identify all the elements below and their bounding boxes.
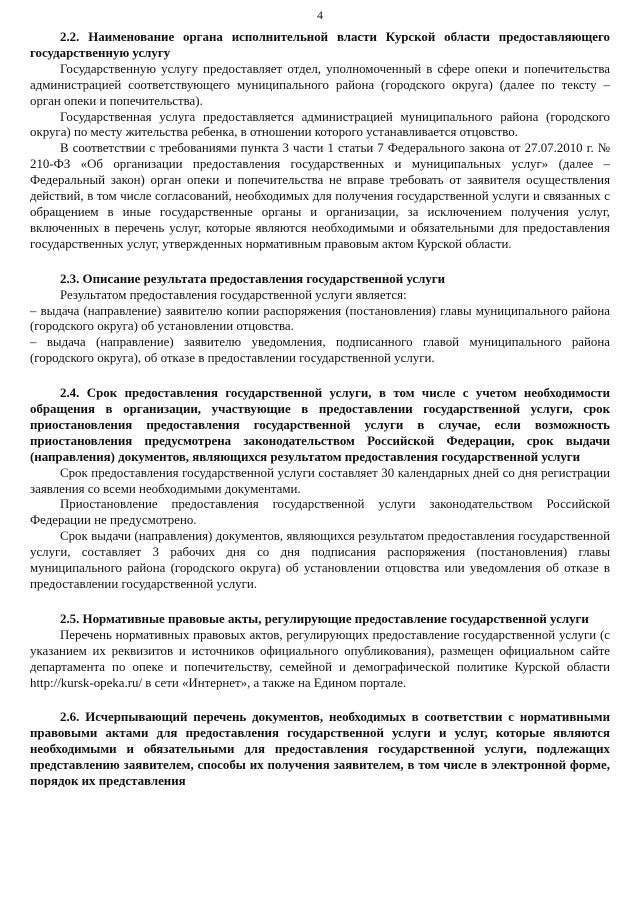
section-2-4-paragraph-1: Срок предоставления государственной услуги составляет 30 календарных дней со дня регистрации заявления со всеми необходимыми документами. bbox=[30, 465, 610, 496]
section-2-5-paragraph-1: Перечень нормативных правовых актов, регулирующих предоставление государственной услуги (с указанием их реквизитов и источников официального опубликования), размещен официальном сайте департамента по опеке и попечительству, семейной и демографической политике Курской области http://kursk-opeka.ru/ в сети «Интернет», а также на Едином портале. bbox=[30, 627, 610, 690]
section-2-5-heading: 2.5. Нормативные правовые акты, регулирующие предоставление государственной услуги bbox=[60, 611, 589, 626]
page-number: 4 bbox=[317, 8, 323, 22]
section-2-3-heading: 2.3. Описание результата предоставления государственной услуги bbox=[60, 271, 446, 286]
section-2-2-paragraph-2: Государственная услуга предоставляется администрацией муниципального района (городского округа) по месту жительства ребенка, в отношении которого устанавливается отцовство. bbox=[30, 109, 610, 140]
section-2-6-heading: 2.6. Исчерпывающий перечень документов, необходимых в соответствии с нормативными правовыми актами для предоставления государственной услуги и услуг, которые являются необходимыми и обязательными для предоставления государственной услуги, подлежащих представлению заявителем, способы их получения заявителем, в том числе в электронной форме, порядок их представления bbox=[30, 710, 610, 789]
section-2-2-heading: 2.2. Наименование органа исполнительной власти Курской области предоставляющего государственную услугу bbox=[30, 30, 610, 60]
section-2-3-paragraph-1: Результатом предоставления государственной услуги является: bbox=[60, 287, 407, 302]
document-page bbox=[30, 8, 610, 790]
section-2-2-paragraph-3: В соответствии с требованиями пункта 3 части 1 статьи 7 Федерального закона от 27.07.2010 г. № 210-ФЗ «Об организации предоставления государственных и муниципальных услуг» (далее – Федеральный закон) орган опеки и попечительства не вправе требовать от заявителя осуществления действий, в том числе согласований, необходимых для получения государственной услуги и связанных с обращением в иные государственные органы и организации, за исключением получения услуг, включенных в перечень услуг, которые являются необходимыми и обязательными для предоставления государственных услуг, утвержденных нормативным правовым актом Курской области. bbox=[30, 141, 610, 251]
section-2-3-bullet-1: – выдача (направление) заявителю копии распоряжения (постановления) главы муниципального района (городского округа) об установлении отцовства. bbox=[30, 303, 610, 334]
section-2-4-paragraph-3: Срок выдачи (направления) документов, являющихся результатом предоставления государственной услуги, составляет 3 рабочих дня со дня подписания распоряжения (постановления) главы муниципального района (городского округа) об установлении отцовства или уведомления об отказе в предоставлении государственной услуги. bbox=[30, 529, 610, 591]
section-2-4-heading: 2.4. Срок предоставления государственной услуги, в том числе с учетом необходимости обращения в организации, участвующие в предоставлении государственной услуги, срок приостановления предоставления государственной услуги в случае, если возможность приостановления предусмотрена законодательством Российской Федерации, срок выдачи (направления) документов, являющихся результатом предоставления государственной услуги bbox=[30, 386, 610, 464]
section-2-2-paragraph-1: Государственную услугу предоставляет отдел, уполномоченный в сфере опеки и попечительства администрацией соответствующего муниципального района (городского округа) (далее по тексту – орган опеки и попечительства). bbox=[30, 61, 610, 108]
section-2-3-bullet-2: – выдача (направление) заявителю уведомления, подписанного главой муниципального района (городского округа), об отказе в предоставлении государственной услуги. bbox=[30, 335, 610, 366]
section-2-4-paragraph-2: Приостановление предоставления государственной услуги законодательством Российской Федерации не предусмотрено. bbox=[30, 497, 610, 528]
